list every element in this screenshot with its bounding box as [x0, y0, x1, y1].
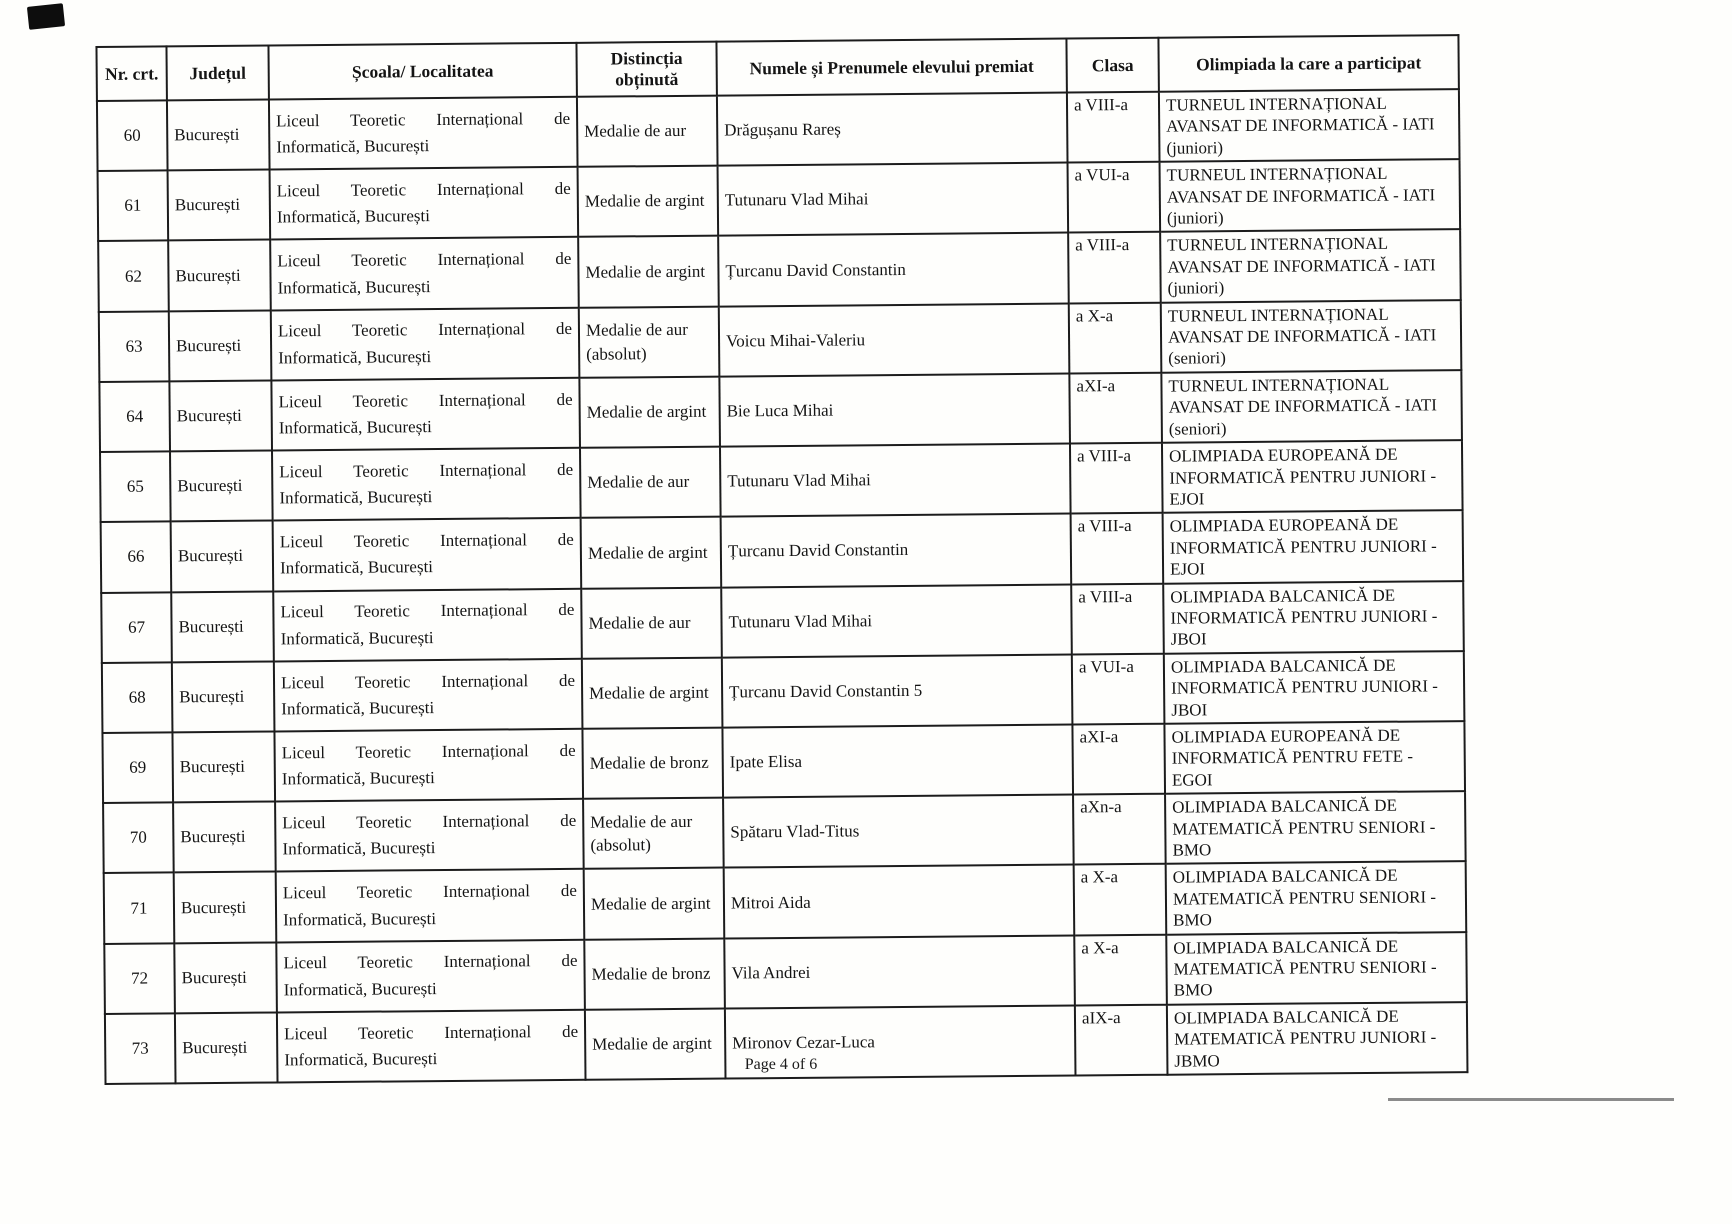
table-row	[104, 932, 1467, 1014]
cell-scoala: Liceul Teoretic Internațional de Informatică, București	[273, 588, 582, 661]
cell-judet: București	[168, 170, 271, 241]
cell-olimpiada: OLIMPIADA BALCANICĂ DE MATEMATICĂ PENTRU JUNIORI - JBMO	[1167, 1002, 1468, 1075]
table-row	[104, 862, 1467, 944]
table-row	[102, 651, 1465, 733]
cell-nr: 65	[100, 451, 171, 522]
cell-judet: București	[170, 451, 273, 522]
cell-clasa: a VIII-a	[1070, 443, 1163, 514]
table-body	[97, 89, 1468, 1084]
cell-nume: Țurcanu David Constantin	[718, 233, 1069, 306]
table-row	[99, 370, 1462, 452]
cell-clasa: a X-a	[1074, 864, 1167, 935]
col-header-olimpiada: Olimpiada la care a participat	[1158, 35, 1458, 92]
cell-distinctie: Medalie de aur	[577, 96, 718, 167]
cell-scoala: Liceul Teoretic Internațional de Informatică, București	[271, 307, 580, 380]
cell-judet: București	[172, 731, 275, 802]
cell-clasa: a VUI-a	[1068, 162, 1161, 233]
cell-nr: 67	[101, 592, 172, 663]
cell-olimpiada: TURNEUL INTERNAȚIONAL AVANSAT DE INFORMATICĂ - IATI (juniori)	[1160, 230, 1461, 303]
cell-nr: 71	[104, 873, 175, 944]
col-header-clasa: Clasa	[1066, 38, 1158, 93]
cell-clasa: a VIII-a	[1071, 583, 1164, 654]
cell-judet: București	[173, 802, 276, 873]
cell-distinctie: Medalie de argint	[579, 376, 720, 447]
cell-distinctie: Medalie de aur (absolut)	[583, 798, 724, 869]
cell-judet: București	[175, 1012, 278, 1083]
table-row	[103, 791, 1466, 873]
awards-table	[95, 34, 1468, 1085]
cell-nr: 64	[99, 381, 170, 452]
cell-judet: București	[171, 521, 274, 592]
cell-nr: 73	[105, 1013, 176, 1084]
table-row	[101, 510, 1464, 592]
cell-olimpiada: TURNEUL INTERNAȚIONAL AVANSAT DE INFORMATICĂ - IATI (juniori)	[1160, 159, 1461, 232]
cell-nr: 60	[97, 100, 168, 171]
cell-distinctie: Medalie de aur (absolut)	[579, 306, 720, 377]
cell-nume: Ipate Elisa	[722, 724, 1073, 797]
cell-nr: 63	[99, 311, 170, 382]
cell-nr: 68	[102, 662, 173, 733]
cell-olimpiada: TURNEUL INTERNAȚIONAL AVANSAT DE INFORMATICĂ - IATI (juniori)	[1159, 89, 1460, 162]
cell-olimpiada: TURNEUL INTERNAȚIONAL AVANSAT DE INFORMATICĂ - IATI (seniori)	[1161, 300, 1462, 373]
table-row	[99, 300, 1462, 382]
cell-nr: 70	[103, 803, 174, 874]
cell-olimpiada: OLIMPIADA EUROPEANĂ DE INFORMATICĂ PENTRU JUNIORI - EJOI	[1163, 510, 1464, 583]
cell-nume: Vila Andrei	[724, 935, 1075, 1008]
cell-scoala: Liceul Teoretic Internațional de Informatică, București	[271, 378, 580, 451]
cell-judet: București	[174, 872, 277, 943]
col-header-scoala: Școala/ Localitatea	[268, 43, 576, 100]
cell-nume: Drăgușanu Rareș	[717, 93, 1068, 166]
cell-scoala: Liceul Teoretic Internațional de Informatică, București	[274, 659, 583, 732]
cell-olimpiada: OLIMPIADA BALCANICĂ DE MATEMATICĂ PENTRU SENIORI - BMO	[1166, 862, 1467, 935]
cell-distinctie: Medalie de argint	[582, 657, 723, 728]
cell-nume: Mitroi Aida	[724, 865, 1075, 938]
cell-scoala: Liceul Teoretic Internațional de Informatică, București	[269, 97, 578, 170]
cell-distinctie: Medalie de argint	[585, 1008, 726, 1079]
cell-olimpiada: OLIMPIADA BALCANICĂ DE INFORMATICĂ PENTRU JUNIORI - JBOI	[1164, 651, 1465, 724]
cell-scoala: Liceul Teoretic Internațional de Informatică, București	[275, 799, 584, 872]
cell-clasa: aXn-a	[1073, 794, 1166, 865]
cell-judet: București	[174, 942, 277, 1013]
cell-distinctie: Medalie de bronz	[584, 938, 725, 1009]
cell-distinctie: Medalie de argint	[578, 166, 719, 237]
cell-distinctie: Medalie de argint	[581, 517, 722, 588]
cell-judet: București	[168, 240, 271, 311]
cell-nr: 62	[98, 241, 169, 312]
cell-nume: Tutunaru Vlad Mihai	[721, 584, 1072, 657]
cell-clasa: a X-a	[1074, 934, 1167, 1005]
cell-nume: Mironov Cezar-Luca	[725, 1005, 1076, 1078]
cell-clasa: a VUI-a	[1072, 653, 1165, 724]
scan-artifact-line	[1388, 1098, 1674, 1101]
cell-judet: București	[169, 380, 272, 451]
table-row	[98, 159, 1461, 241]
table-row	[100, 440, 1463, 522]
cell-scoala: Liceul Teoretic Internațional de Informatică, București	[274, 729, 583, 802]
col-header-nr: Nr. crt.	[96, 46, 166, 101]
col-header-nume: Numele și Prenumele elevului premiat	[716, 39, 1066, 96]
table-row	[102, 721, 1465, 803]
col-header-distinctie: Distincția obținută	[576, 42, 716, 97]
cell-clasa: a VIII-a	[1067, 92, 1160, 163]
cell-judet: București	[172, 661, 275, 732]
cell-clasa: a VIII-a	[1068, 232, 1161, 303]
cell-scoala: Liceul Teoretic Internațional de Informatică, București	[270, 237, 579, 310]
cell-distinctie: Medalie de aur	[580, 447, 721, 518]
table-row	[98, 230, 1461, 312]
cell-distinctie: Medalie de argint	[584, 868, 725, 939]
cell-nume: Țurcanu David Constantin	[721, 514, 1072, 587]
page-number-footer: Page 4 of 6	[744, 1056, 818, 1073]
cell-nume: Tutunaru Vlad Mihai	[720, 444, 1071, 517]
cell-scoala: Liceul Teoretic Internațional de Informatică, București	[272, 448, 581, 521]
cell-clasa: a X-a	[1069, 302, 1162, 373]
cell-distinctie: Medalie de aur	[581, 587, 722, 658]
cell-distinctie: Medalie de bronz	[582, 728, 723, 799]
cell-nume: Țurcanu David Constantin 5	[722, 654, 1073, 727]
cell-nume: Bie Luca Mihai	[719, 373, 1070, 446]
cell-judet: București	[167, 100, 270, 171]
cell-clasa: aXI-a	[1069, 373, 1162, 444]
scan-artifact-blot	[27, 3, 65, 30]
cell-scoala: Liceul Teoretic Internațional de Informatică, București	[270, 167, 579, 240]
cell-olimpiada: OLIMPIADA EUROPEANĂ DE INFORMATICĂ PENTRU JUNIORI - EJOI	[1162, 440, 1463, 513]
cell-olimpiada: OLIMPIADA BALCANICĂ DE INFORMATICĂ PENTRU JUNIORI - JBOI	[1163, 581, 1464, 654]
cell-scoala: Liceul Teoretic Internațional de Informatică, București	[276, 869, 585, 942]
cell-nr: 61	[98, 171, 169, 242]
cell-olimpiada: OLIMPIADA EUROPEANĂ DE INFORMATICĂ PENTRU FETE - EGOI	[1164, 721, 1465, 794]
col-header-judet: Județul	[166, 46, 268, 101]
cell-nume: Tutunaru Vlad Mihai	[718, 163, 1069, 236]
cell-nume: Voicu Mihai-Valeriu	[719, 303, 1070, 376]
cell-clasa: a VIII-a	[1071, 513, 1164, 584]
cell-olimpiada: OLIMPIADA BALCANICĂ DE MATEMATICĂ PENTRU SENIORI - BMO	[1166, 932, 1467, 1005]
table-row	[101, 581, 1464, 663]
cell-olimpiada: OLIMPIADA BALCANICĂ DE MATEMATICĂ PENTRU SENIORI - BMO	[1165, 791, 1466, 864]
cell-judet: București	[169, 310, 272, 381]
cell-nume: Spătaru Vlad-Titus	[723, 795, 1074, 868]
cell-distinctie: Medalie de argint	[578, 236, 719, 307]
cell-scoala: Liceul Teoretic Internațional de Informatică, București	[276, 939, 585, 1012]
awards-table-container	[95, 34, 1466, 1085]
cell-nr: 72	[104, 943, 175, 1014]
cell-nr: 66	[101, 522, 172, 593]
cell-olimpiada: TURNEUL INTERNAȚIONAL AVANSAT DE INFORMATICĂ - IATI (seniori)	[1161, 370, 1462, 443]
cell-clasa: aXI-a	[1072, 724, 1165, 795]
cell-scoala: Liceul Teoretic Internațional de Informatică, București	[277, 1010, 586, 1083]
cell-judet: București	[171, 591, 274, 662]
table-row	[97, 89, 1460, 171]
cell-scoala: Liceul Teoretic Internațional de Informatică, București	[273, 518, 582, 591]
cell-nr: 69	[102, 732, 173, 803]
cell-clasa: aIX-a	[1075, 1005, 1168, 1076]
